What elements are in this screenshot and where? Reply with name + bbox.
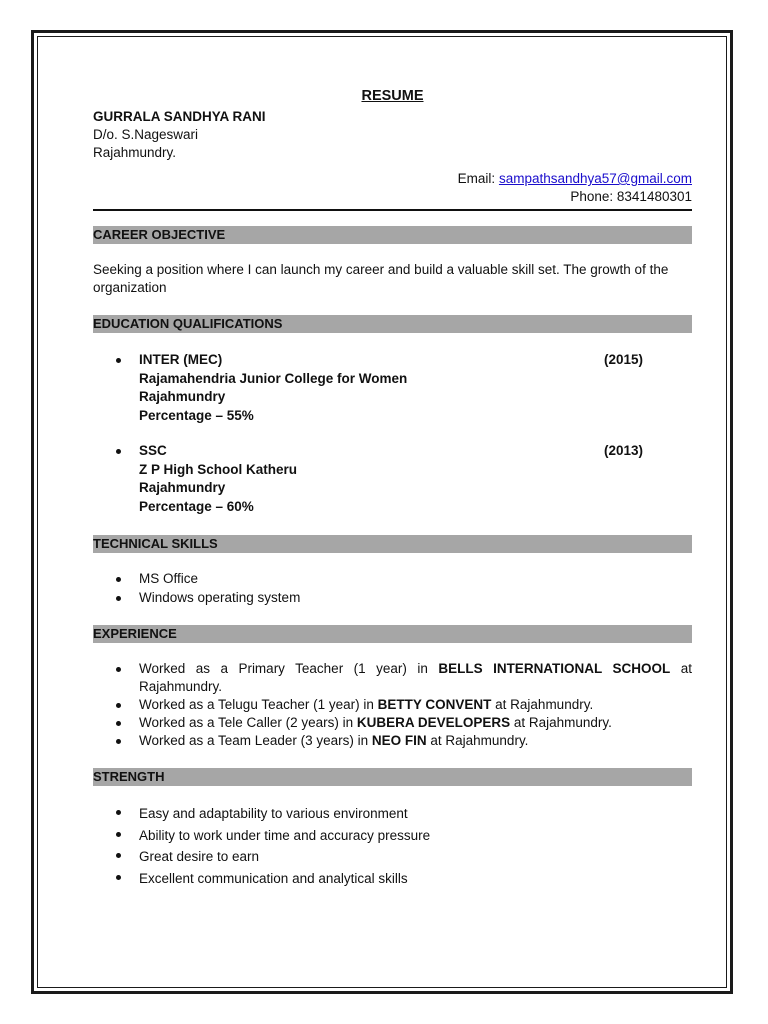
experience-role: Worked as a Telugu Teacher (1 year) in [139,697,378,712]
section-heading-technical-skills: TECHNICAL SKILLS [93,535,692,553]
technical-skills-list [93,570,692,607]
education-list [93,351,692,516]
list-item: MS Office [93,570,692,589]
experience-org: BETTY CONVENT [377,697,492,712]
section-heading-strength: STRENGTH [93,768,692,786]
experience-location: at Rajahmundry. [139,661,693,694]
parent-name: D/o. S.Nageswari [93,127,199,142]
candidate-name: GURRALA SANDHYA RANI [93,109,266,124]
list-item: Windows operating system [93,589,692,608]
list-item: Ability to work under time and accuracy pressure [93,825,692,847]
education-year: (2015) [603,352,643,367]
education-year: (2013) [603,443,643,458]
experience-role: Worked as a Primary Teacher (1 year) in [139,661,439,676]
section-heading-education: EDUCATION QUALIFICATIONS [93,315,692,333]
email-label: Email: [457,171,499,186]
experience-role: Worked as a Tele Caller (2 years) in [139,715,357,730]
resume-title: RESUME [361,88,424,104]
email-link[interactable]: sampathsandhya57@gmail.com [498,171,692,186]
list-item: Great desire to earn [93,846,692,868]
experience-org: BELLS INTERNATIONAL SCHOOL [438,661,671,676]
experience-list [93,660,692,750]
list-item: Easy and adaptability to various environment [93,803,692,825]
experience-location: at Rajahmundry. [491,697,594,712]
education-location: Rajahmundry [139,480,226,495]
header-divider [93,209,692,211]
experience-org: NEO FIN [371,733,427,748]
education-location: Rajahmundry [139,389,226,404]
list-item [93,696,692,714]
list-item [93,351,692,425]
experience-location: at Rajahmundry. [426,733,529,748]
email-line [93,170,692,188]
list-item [93,442,692,516]
education-course: SSC [139,443,167,458]
section-heading-experience: EXPERIENCE [93,625,692,643]
education-course: INTER (MEC) [139,352,223,367]
experience-org: KUBERA DEVELOPERS [356,715,511,730]
phone-line: Phone: 8341480301 [570,189,692,204]
strength-list [93,803,692,889]
experience-role: Worked as a Team Leader (3 years) in [139,733,372,748]
education-percentage: Percentage – 60% [139,498,254,514]
section-heading-career-objective: CAREER OBJECTIVE [93,226,692,244]
list-item [93,732,692,750]
resume-document [93,88,692,889]
education-percentage: Percentage – 55% [139,407,254,423]
list-item [93,714,692,732]
candidate-city: Rajahmundry. [93,145,177,160]
education-institution: Rajamahendria Junior College for Women [139,370,408,386]
career-objective-text: Seeking a position where I can launch my career and build a valuable skill set. The growth of the organization [93,262,669,295]
list-item [93,660,692,696]
education-institution: Z P High School Katheru [139,461,298,477]
experience-location: at Rajahmundry. [510,715,612,730]
list-item: Excellent communication and analytical skills [93,868,692,890]
